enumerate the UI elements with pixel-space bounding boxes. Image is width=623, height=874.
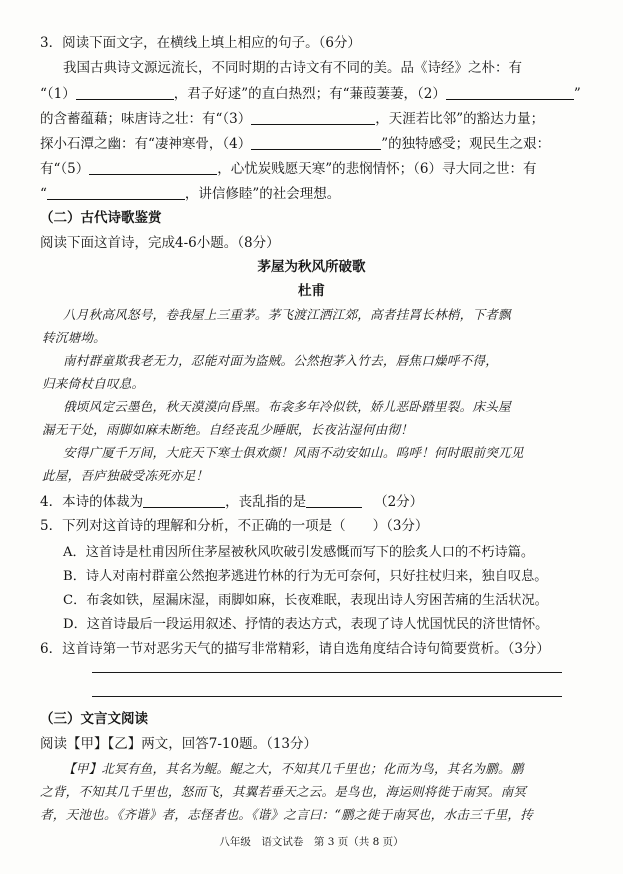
poem-line: 安得广厦千万间，大庇天下寒士俱欢颜！风雨不动安如山。呜呼！何时眼前突兀见 xyxy=(63,445,524,460)
poem-line: 归来倚杖自叹息。 xyxy=(42,376,145,391)
answer-blank-1[interactable] xyxy=(76,87,174,100)
poem-author: 杜甫 xyxy=(298,283,325,299)
q6-prompt: 6．这首诗第一节对恶劣天气的描写非常精彩，请自选角度结合诗句简要赏析。（3分） xyxy=(40,641,550,657)
q4-score: （2分） xyxy=(374,494,424,510)
poem-line: 俄顷风定云墨色，秋天漠漠向昏黑。布衾多年冷似铁，娇儿恶卧踏里裂。床头屋 xyxy=(63,399,511,414)
q3-text: ，君子好逑”的直白热烈；有“蒹葭萋萋，（2） xyxy=(173,86,446,102)
q3-text: ”的独特感受；观民生之艰： xyxy=(381,136,551,152)
q3-line-3 xyxy=(40,112,544,127)
answer-blank-4[interactable] xyxy=(251,137,381,150)
poem-line: 八月秋高风怒号，卷我屋上三重茅。茅飞渡江洒江郊，高者挂罥长林梢，下者飘 xyxy=(63,307,511,322)
poem-title: 茅屋为秋风所破歌 xyxy=(257,259,366,275)
q3-text: ，讲信修睦”的社会理想。 xyxy=(184,186,341,202)
q4-text: ，丧乱指的是 xyxy=(225,494,307,510)
q3-text: 有“（5） xyxy=(40,161,90,177)
q3-text: 的含蓄蕴藉；味唐诗之壮：有“（3） xyxy=(40,111,252,127)
q3-text: 探小石潭之幽：有“凄神寒骨，（4） xyxy=(40,136,252,152)
q5-option-b[interactable]: B．诗人对南村群童公然抱茅逃进竹林的行为无可奈何，只好拄杖归来，独自叹息。 xyxy=(63,569,548,584)
q3-text: ，心忧炭贱愿天寒”的悲悯情怀；（6）寻大同之世：有 xyxy=(217,161,537,177)
classical-text-line: 者，天池也。《齐谐》者，志怪者也。《谐》之言曰：“鹏之徙于南冥也，水击三千里，抟 xyxy=(40,807,533,822)
q5-option-d[interactable]: D．这首诗最后一段运用叙述、抒情的表达方式，表现了诗人忧国忧民的济世情怀。 xyxy=(63,617,549,632)
answer-blank-q4-meaning[interactable] xyxy=(306,495,362,508)
answer-blank-q4-genre[interactable] xyxy=(143,495,225,508)
q3-text: ” xyxy=(573,86,581,102)
q3-line-1: 我国古典诗文源远流长，不同时期的古诗文有不同的美。品《诗经》之朴：有 xyxy=(63,60,522,76)
q3-line-6 xyxy=(40,187,340,202)
classical-text-line: 【甲】北冥有鱼，其名为鲲。鲲之大，不知其几千里也；化而为鸟，其名为鹏。鹏 xyxy=(63,761,524,776)
section-3-heading: （三）文言文阅读 xyxy=(40,711,148,727)
q5-option-a[interactable]: A．这首诗是杜甫因所住茅屋被秋风吹破引发感慨而写下的脍炙人口的不朽诗篇。 xyxy=(63,545,535,560)
answer-blank-5[interactable] xyxy=(89,162,217,175)
q4-text: 4．本诗的体裁为 xyxy=(40,494,144,510)
poem-line: 南村群童欺我老无力，忍能对面为盗贼。公然抱茅入竹去，唇焦口燥呼不得， xyxy=(63,353,498,368)
answer-line-1[interactable] xyxy=(92,672,562,673)
q3-text: “ xyxy=(40,186,47,202)
page-footer: 八年级 语文试卷 第 3 页（共 8 页） xyxy=(219,836,404,848)
poem-line: 漏无干处，雨脚如麻未断绝。自经丧乱少睡眠，长夜沾湿何由彻！ xyxy=(42,422,414,437)
q5-prompt: 5．下列对这首诗的理解和分析，不正确的一项是（ ）（3分） xyxy=(40,518,429,534)
section-2-instruction: 阅读下面这首诗，完成4-6小题。（8分） xyxy=(40,235,280,251)
q3-line-5 xyxy=(40,162,537,177)
poem-line: 转沉塘坳。 xyxy=(42,330,106,345)
q3-line-2 xyxy=(40,87,581,102)
answer-blank-3[interactable] xyxy=(251,112,375,125)
section-3-instruction: 阅读【甲】【乙】两文，回答7-10题。（13分） xyxy=(40,736,318,752)
answer-line-2[interactable] xyxy=(92,696,562,697)
q5-option-c[interactable]: C．布衾如铁，屋漏床湿，雨脚如麻，长夜难眠，表现出诗人穷困苦痛的生活状况。 xyxy=(63,593,548,608)
q3-text: “（1） xyxy=(40,86,76,102)
q4 xyxy=(40,495,423,510)
answer-blank-2[interactable] xyxy=(446,87,574,100)
classical-text-line: 之背，不知其几千里也，怒而飞，其翼若垂天之云。是鸟也，海运则将徙于南冥。南冥 xyxy=(40,784,527,799)
q3-prompt: 3．阅读下面文字，在横线上填上相应的句子。（6分） xyxy=(40,35,361,51)
section-2-heading: （二）古代诗歌鉴赏 xyxy=(40,210,162,226)
poem-line: 此屋，吾庐独破受冻死亦足！ xyxy=(42,468,209,483)
q3-line-4 xyxy=(40,137,550,152)
answer-blank-6[interactable] xyxy=(47,187,185,200)
q3-text: ，天涯若比邻”的豁达力量； xyxy=(375,111,545,127)
